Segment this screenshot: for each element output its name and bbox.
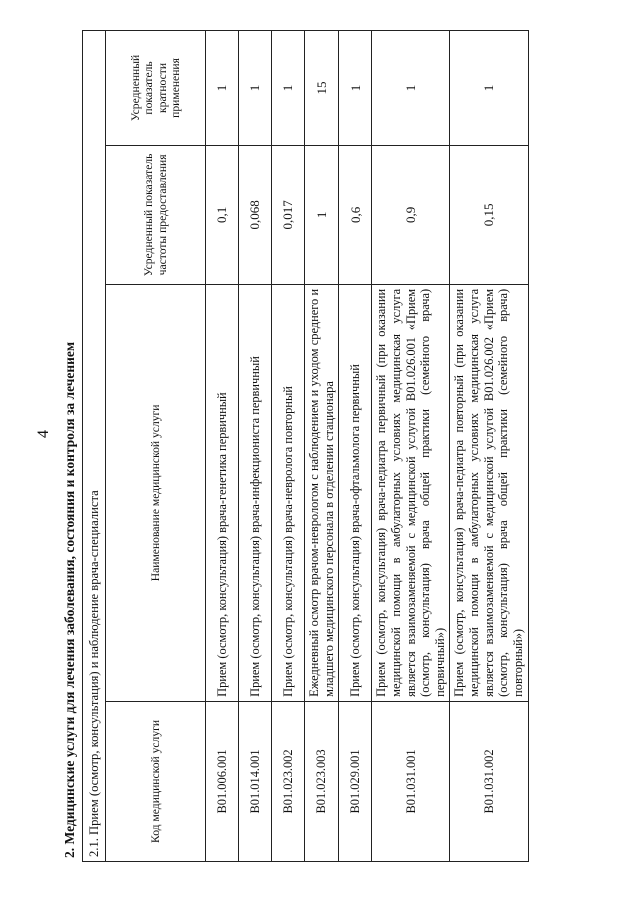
- page-number: 4: [35, 430, 52, 438]
- table-row: [206, 31, 239, 862]
- frequency-value: 0,9: [372, 145, 450, 284]
- section-title: 2. Медицинские услуги для лечения заболевания, состояния и контроля за лечением: [62, 341, 77, 858]
- multiplicity-value: 15: [305, 31, 339, 146]
- header-name: Наименование медицинской услуги: [106, 284, 206, 701]
- table-row: [239, 31, 272, 862]
- service-name: Прием (осмотр, консультация) врача-невролога повторный: [272, 284, 305, 701]
- service-code: B01.014.001: [239, 701, 272, 861]
- service-name: Прием (осмотр, консультация) врача-генетика первичный: [206, 284, 239, 701]
- table-row: [272, 31, 305, 862]
- frequency-value: 0,017: [272, 145, 305, 284]
- frequency-value: 0,1: [206, 145, 239, 284]
- service-name: Прием (осмотр, консультация) врача-педиатра первичный (при оказании медицинской помощи в амбулаторных условиях медицинская услуга является взаимозаменяемой с медицинской услугой B01.026.001 «Прием (осмотр, консультация) врача общей практики (семейного врача) первичный»): [372, 284, 450, 701]
- table-row: [450, 31, 528, 862]
- service-code: B01.006.001: [206, 701, 239, 861]
- frequency-value: 0,068: [239, 145, 272, 284]
- multiplicity-value: 1: [272, 31, 305, 146]
- table-row: [305, 31, 339, 862]
- services-table: [82, 30, 529, 862]
- service-code: B01.023.003: [305, 701, 339, 861]
- table-row: [372, 31, 450, 862]
- service-name: Прием (осмотр, консультация) врача-инфекциониста первичный: [239, 284, 272, 701]
- service-name: Прием (осмотр, консультация) врача-офтальмолога первичный: [339, 284, 372, 701]
- service-code: B01.031.002: [450, 701, 528, 861]
- rotated-page-content: [62, 30, 612, 862]
- subsection-row: [83, 31, 106, 862]
- frequency-value: 0,6: [339, 145, 372, 284]
- multiplicity-value: 1: [206, 31, 239, 146]
- multiplicity-value: 1: [450, 31, 528, 146]
- frequency-value: 1: [305, 145, 339, 284]
- header-row: [106, 31, 206, 862]
- header-multiplicity: Усредненный показатель кратности применения: [106, 31, 206, 146]
- header-frequency: Усредненный показатель частоты предоставления: [106, 145, 206, 284]
- service-code: B01.031.001: [372, 701, 450, 861]
- table-row: [339, 31, 372, 862]
- service-name: Прием (осмотр, консультация) врача-педиатра повторный (при оказании медицинской помощи в амбулаторных условиях медицинская услуга является взаимозаменяемой с медицинской услугой B01.026.002 «Прием (осмотр, консультация) врача общей практики (семейного врача) повторный»): [450, 284, 528, 701]
- frequency-value: 0,15: [450, 145, 528, 284]
- service-code: B01.029.001: [339, 701, 372, 861]
- multiplicity-value: 1: [339, 31, 372, 146]
- multiplicity-value: 1: [372, 31, 450, 146]
- subsection-title: 2.1. Прием (осмотр, консультация) и наблюдение врача-специалиста: [83, 31, 106, 862]
- header-code: Код медицинской услуги: [106, 701, 206, 861]
- service-name: Ежедневный осмотр врачом-неврологом с наблюдением и уходом среднего и младшего медицинского персонала в отделении стационара: [305, 284, 339, 701]
- service-code: B01.023.002: [272, 701, 305, 861]
- multiplicity-value: 1: [239, 31, 272, 146]
